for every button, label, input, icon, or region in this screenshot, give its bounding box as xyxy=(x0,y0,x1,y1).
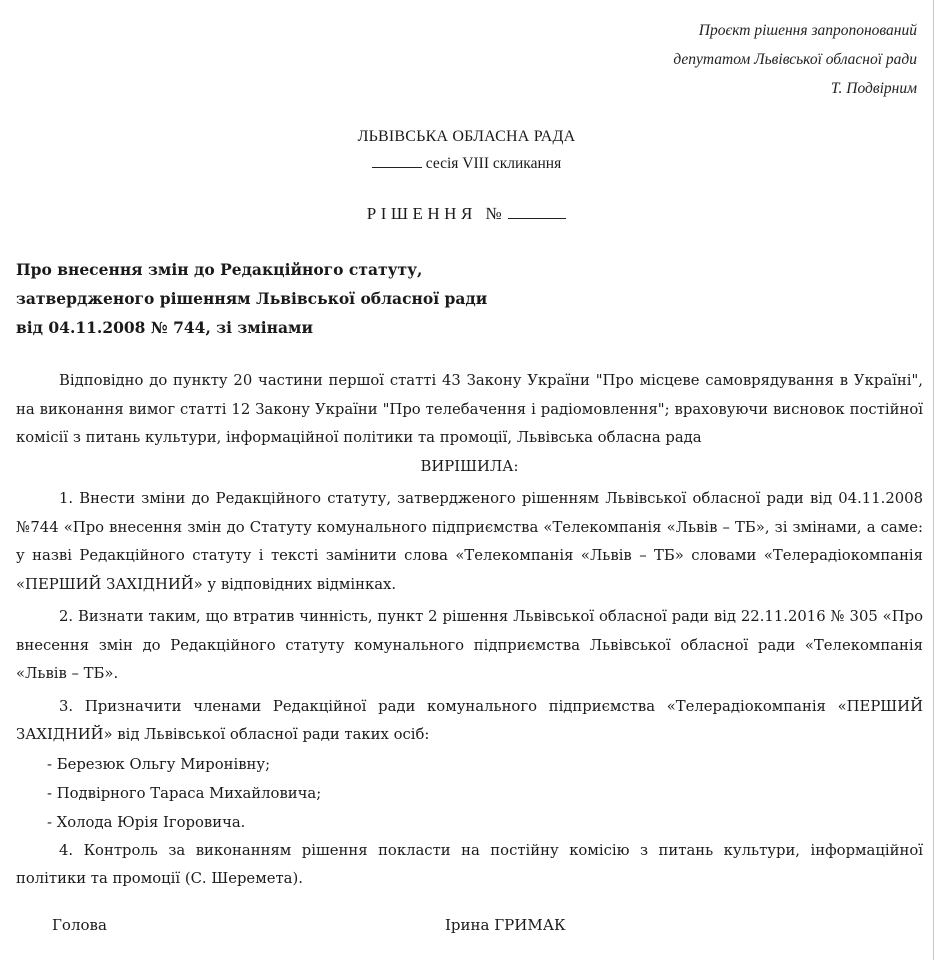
decision-item-2: 2. Визнати таким, що втратив чинність, пункт 2 рішення Львівської обласної ради від 22.11.2016 № 305 «Про внесення змін до Редакційного статуту комунального підприємства Львівської обласної ради «Телекомпанія «Львів – ТБ». xyxy=(16,608,923,682)
decision-number-blank xyxy=(508,206,566,219)
title-line: затвердженого рішенням Львівської обласної ради xyxy=(16,289,488,308)
person-item: - Холода Юрія Ігоровича. xyxy=(47,813,246,831)
title-line: від 04.11.2008 № 744, зі змінами xyxy=(16,318,314,337)
document-title xyxy=(16,255,487,342)
person-item: - Подвірного Тараса Михайловича; xyxy=(47,784,322,802)
proposer-line: депутатом Львівської обласної ради xyxy=(673,51,917,68)
proposer-line: Т. Подвірним xyxy=(830,80,917,97)
proposer-note xyxy=(673,16,917,103)
decision-heading xyxy=(0,204,933,224)
decision-item-3: 3. Призначити членами Редакційної ради комунального підприємства «Телерадіокомпанія «ПЕРШИЙ ЗАХІДНИЙ» від Львівської обласної ради таких осіб: xyxy=(16,697,923,743)
session-number-blank xyxy=(372,155,422,168)
proposer-line: Проєкт рішення запропонований xyxy=(698,22,917,39)
resolved-heading: ВИРІШИЛА: xyxy=(420,457,519,475)
decision-items xyxy=(16,485,923,894)
council-name: ЛЬВІВСЬКА ОБЛАСНА РАДА xyxy=(357,128,576,145)
persons-list xyxy=(16,750,923,837)
signature-name: Ірина ГРИМАК xyxy=(445,916,566,934)
session-line xyxy=(0,155,933,173)
decision-label: РІШЕННЯ № xyxy=(366,204,507,223)
preamble xyxy=(16,367,923,481)
preamble-text: Відповідно до пункту 20 частини першої статті 43 Закону України "Про місцеве самоврядування в Україні", на виконання вимог статті 12 Закону України "Про телебачення і радіомовлення"; враховуючи висновок постійної комісії з питань культури, інформаційної політики та промоції, Львівська обласна рада xyxy=(16,372,923,446)
title-line: Про внесення змін до Редакційного статуту, xyxy=(16,260,423,279)
person-item: - Березюк Ольгу Миронівну; xyxy=(47,755,271,773)
session-text: сесія VIII скликання xyxy=(425,155,562,172)
decision-item-1: 1. Внести зміни до Редакційного статуту, затвердженого рішенням Львівської обласної ради від 04.11.2008 №744 «Про внесення змін до Статуту комунального підприємства «Телекомпанія «Львів – ТБ», зі змінами, а саме: у назві Редакційного статуту і тексті замінити слова «Телекомпанія «Львів – ТБ» словами «Телерадіокомпанія «ПЕРШИЙ ЗАХІДНИЙ» у відповідних відмінках. xyxy=(16,490,923,593)
signature-title: Голова xyxy=(52,916,107,934)
decision-item-4: 4. Контроль за виконанням рішення покласти на постійну комісію з питань культури, інформаційної політики та промоції (С. Шеремета). xyxy=(16,841,923,887)
